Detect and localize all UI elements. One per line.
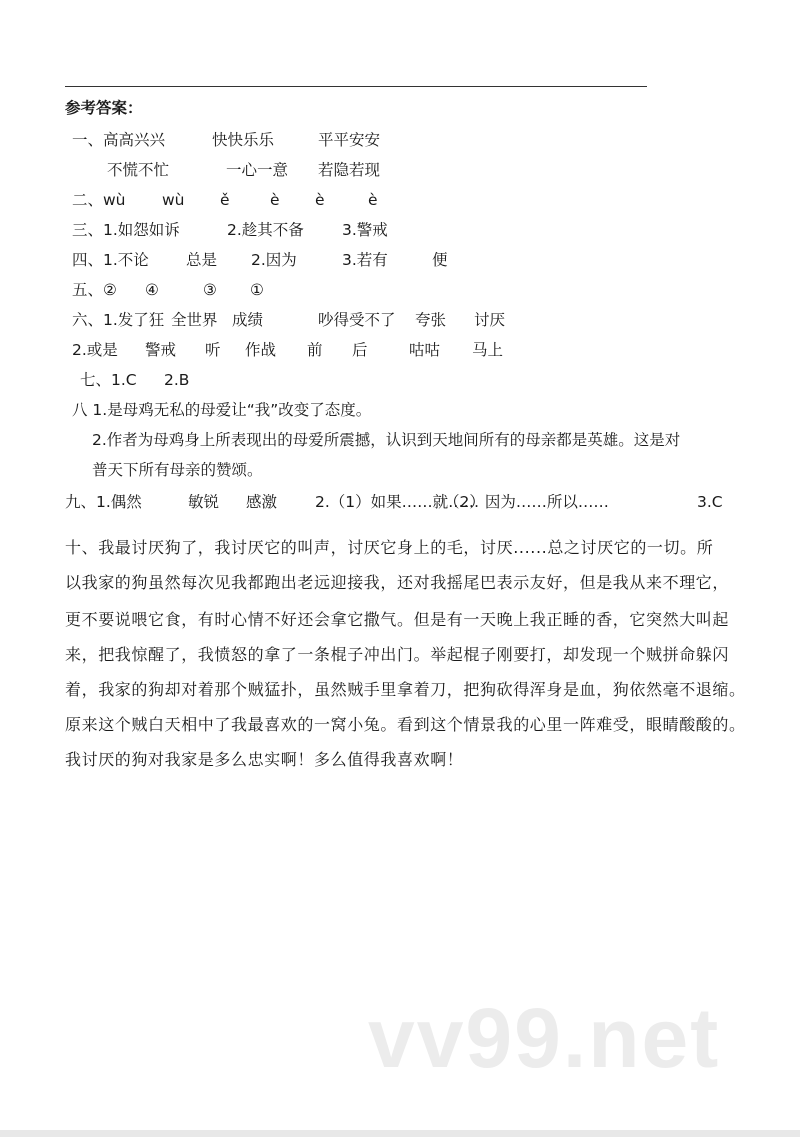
answer-item: 快快乐乐 [212, 131, 275, 149]
top-rule [65, 86, 647, 87]
answer-item: è [368, 191, 378, 209]
answer-item: 一、高高兴兴 [72, 131, 166, 149]
answer-item: 成绩 [232, 311, 264, 329]
answer-item: è [270, 191, 280, 209]
answer-item: 普天下所有母亲的赞颂。 [92, 461, 263, 479]
watermark: vv99.net [368, 991, 721, 1085]
answer-item: 三、1.如怨如诉 [72, 221, 180, 239]
page-bottom-edge [0, 1130, 800, 1137]
essay-line: 来，把我惊醒了，我愤怒的拿了一条棍子冲出门。举起棍子刚要打，却发现一个贼拼命躲闪 [65, 645, 730, 664]
answers-title: 参考答案： [65, 99, 143, 117]
answer-item: 2.因为 [251, 251, 297, 269]
answer-item: 敏锐 [188, 493, 220, 511]
answer-item: 平平安安 [318, 131, 381, 149]
answer-item: ④ [145, 281, 159, 299]
answer-item: 吵得受不了 [318, 311, 396, 329]
answer-item: 马上 [472, 341, 504, 359]
answer-item: 八 1.是母鸡无私的母爱让“我”改变了态度。 [72, 401, 372, 419]
answer-item: 总是 [186, 251, 218, 269]
answer-item: 二、wù [72, 191, 126, 209]
answer-item: ③ [203, 281, 217, 299]
answer-item: 警戒 [145, 341, 177, 359]
answer-item: 便 [432, 251, 448, 269]
answer-item: ě [220, 191, 230, 209]
answer-item: 2.趁其不备 [227, 221, 304, 239]
essay-line: 我讨厌的狗对我家是多么忠实啊！多么值得我喜欢啊！ [65, 750, 464, 769]
answer-item: wù [162, 191, 185, 209]
answer-item: 作战 [245, 341, 277, 359]
answer-item: 感激 [246, 493, 278, 511]
answer-item: ① [250, 281, 264, 299]
answer-item: è [315, 191, 325, 209]
answer-item: 九、1.偶然 [65, 493, 142, 511]
essay-line: 着，我家的狗却对着那个贼猛扑，虽然贼手里拿着刀，把狗砍得浑身是血，狗依然毫不退缩。 [65, 680, 746, 699]
answer-item: 六、1.发了狂 [72, 311, 165, 329]
answer-item: 2.（1）如果……就…… [315, 493, 480, 511]
answer-item: 前 [307, 341, 323, 359]
answer-item: （2）因为……所以…… [444, 493, 609, 511]
answer-item: 2.或是 [72, 341, 118, 359]
answer-item: 3.警戒 [342, 221, 388, 239]
answer-item: 一心一意 [226, 161, 289, 179]
answer-item: 3.若有 [342, 251, 388, 269]
answer-item: 2.作者为母鸡身上所表现出的母爱所震撼，认识到天地间所有的母亲都是英雄。这是对 [92, 431, 681, 449]
answer-item: 讨厌 [474, 311, 506, 329]
answer-item: 咕咕 [409, 341, 441, 359]
essay-line: 十、我最讨厌狗了，我讨厌它的叫声，讨厌它身上的毛，讨厌......总之讨厌它的一切。所 [65, 538, 714, 557]
answer-item: 听 [205, 341, 221, 359]
answer-item: 后 [352, 341, 368, 359]
essay-line: 以我家的狗虽然每次见我都跑出老远迎接我，还对我摇尾巴表示友好，但是我从来不理它， [65, 573, 730, 592]
answer-item: 全世界 [171, 311, 218, 329]
essay-line: 更不要说喂它食，有时心情不好还会拿它撒气。但是有一天晚上我正睡的香，它突然大叫起 [65, 610, 730, 629]
answer-item: 不慌不忙 [107, 161, 170, 179]
answer-item: 五、② [72, 281, 117, 299]
answer-item: 若隐若现 [318, 161, 381, 179]
answer-item: 夸张 [415, 311, 447, 329]
answer-item: 七、1.C [80, 371, 137, 389]
answer-item: 四、1.不论 [72, 251, 149, 269]
essay-line: 原来这个贼白天相中了我最喜欢的一窝小兔。看到这个情景我的心里一阵难受，眼睛酸酸的。 [65, 715, 746, 734]
answer-item: 3.C [697, 493, 723, 511]
answer-item: 2.B [164, 371, 190, 389]
